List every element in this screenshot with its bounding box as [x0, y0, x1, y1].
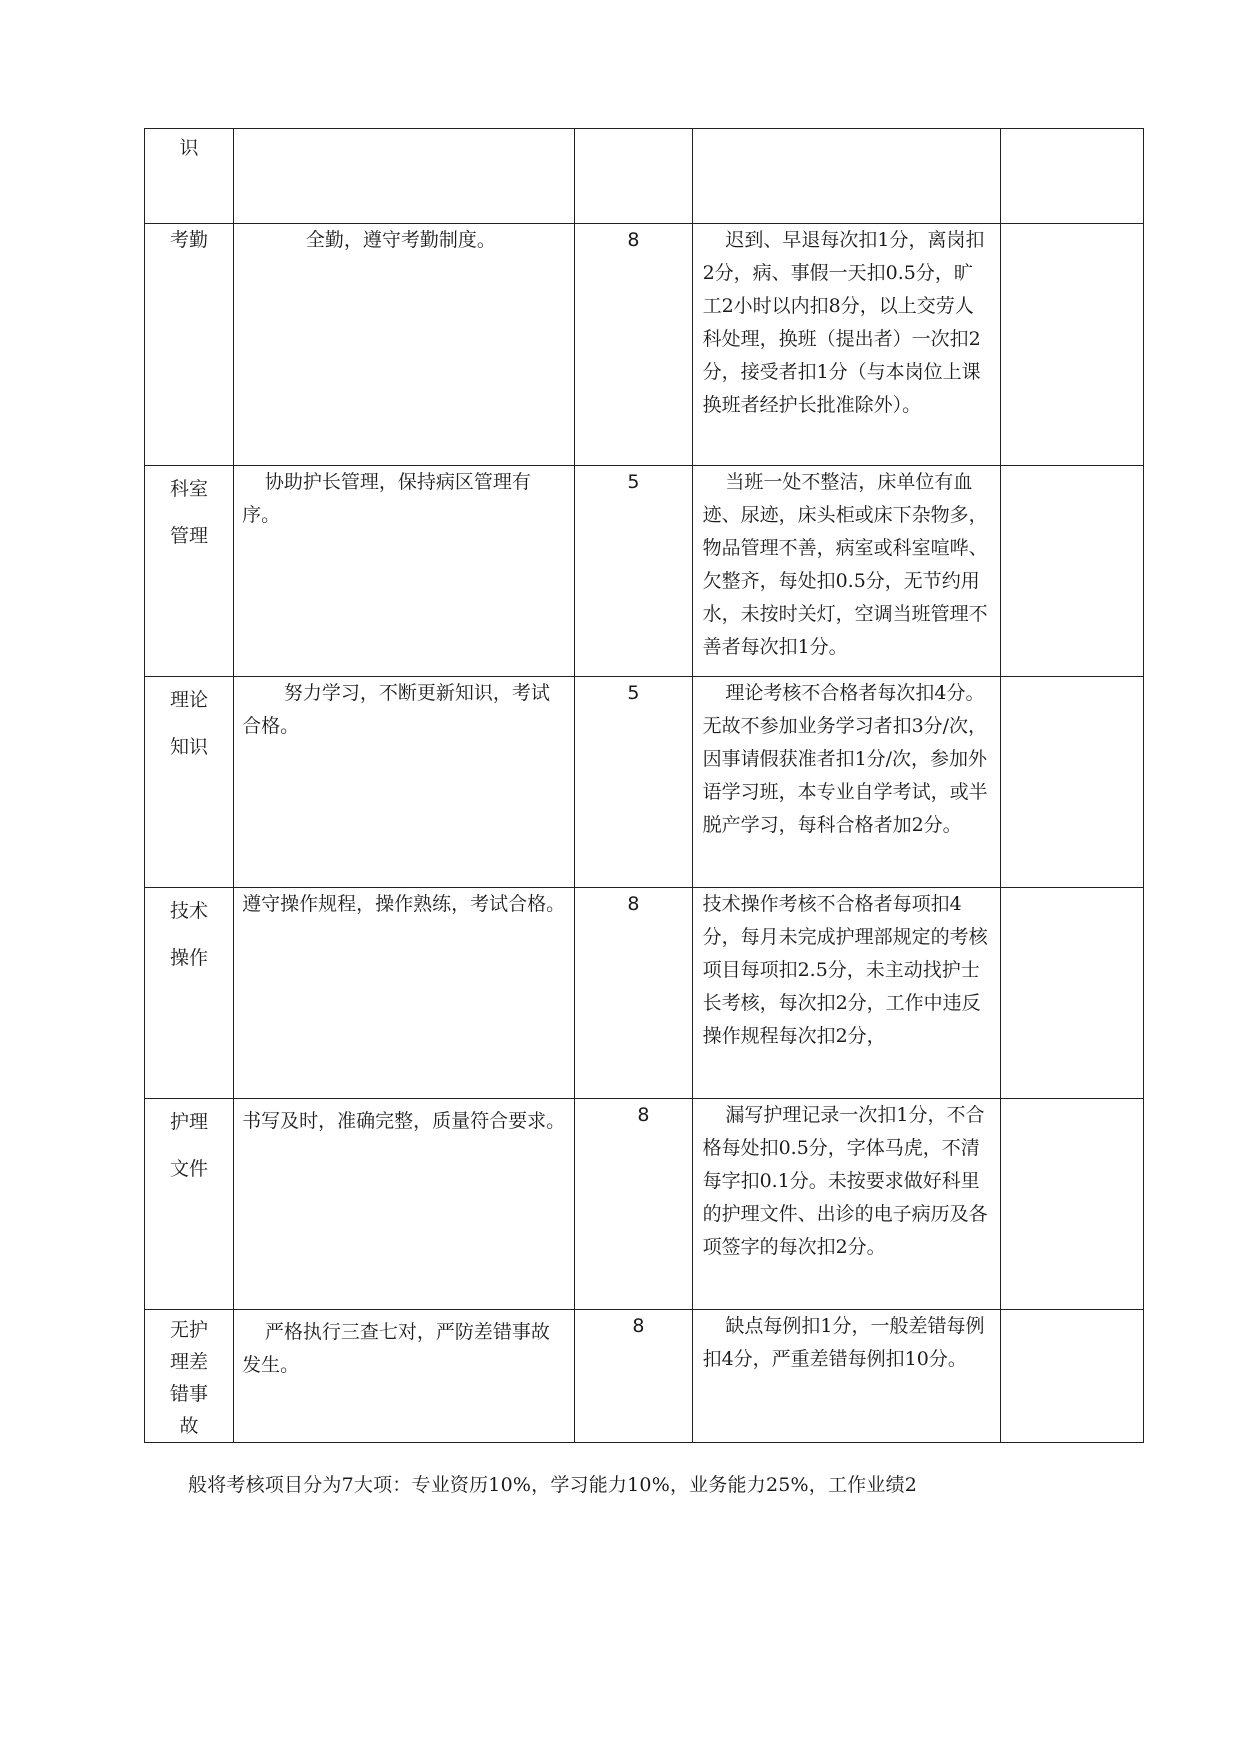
evaluation-table: [144, 128, 1144, 1443]
table-row: [145, 1099, 1144, 1310]
item-name-text: 无护理差错事故: [170, 1319, 209, 1437]
item-rule: 缺点每例扣1分，一般差错每例扣4分，严重差错每例扣10分。: [692, 1310, 1001, 1443]
item-name: [145, 1310, 234, 1443]
item-standard: 严格执行三查七对，严防差错事故发生。: [234, 1310, 575, 1443]
item-name: [145, 677, 234, 888]
item-score: 8: [575, 1310, 692, 1443]
item-standard: 协助护长管理，保持病区管理有序。: [234, 466, 575, 677]
item-name-text: 技术操作: [170, 900, 209, 969]
item-score: [575, 129, 692, 224]
item-actual-score: [1001, 1310, 1144, 1443]
item-rule: 漏写护理记录一次扣1分，不合格每处扣0.5分，字体马虎，不清每字扣0.1分。未按要求做好科里的护理文件、出诊的电子病历及各项签字的每次扣2分。: [692, 1099, 1001, 1310]
item-standard: 书写及时，准确完整，质量符合要求。: [234, 1099, 575, 1310]
item-name: [145, 466, 234, 677]
table-row: [145, 677, 1144, 888]
item-name: [145, 888, 234, 1099]
item-standard: 遵守操作规程，操作熟练，考试合格。: [234, 888, 575, 1099]
table-row: [145, 1310, 1144, 1443]
table-row: [145, 129, 1144, 224]
item-rule: [692, 129, 1001, 224]
item-name-text: 理论知识: [170, 689, 209, 758]
item-actual-score: [1001, 224, 1144, 466]
item-actual-score: [1001, 129, 1144, 224]
table-row: [145, 466, 1144, 677]
item-rule: 技术操作考核不合格者每项扣4分，每月未完成护理部规定的考核项目每项扣2.5分，未主动找护士长考核，每次扣2分，工作中违反操作规程每次扣2分，: [692, 888, 1001, 1099]
item-score: 5: [575, 466, 692, 677]
item-score: 5: [575, 677, 692, 888]
item-name: 识: [145, 129, 234, 224]
item-rule: 迟到、早退每次扣1分，离岗扣2分，病、事假一天扣0.5分，旷工2小时以内扣8分，以上交劳人科处理，换班（提出者）一次扣2分，接受者扣1分（与本岗位上课换班者经护长批准除外）。: [692, 224, 1001, 466]
table-row: [145, 888, 1144, 1099]
item-actual-score: [1001, 1099, 1144, 1310]
item-rule: 理论考核不合格者每次扣4分。无故不参加业务学习者扣3分/次，因事请假获准者扣1分/次，参加外语学习班，本专业自学考试，或半脱产学习，每科合格者加2分。: [692, 677, 1001, 888]
item-actual-score: [1001, 677, 1144, 888]
footer-text: 般将考核项目分为7大项：专业资历10%，学习能力10%，业务能力25%，工作业绩2: [188, 1474, 918, 1496]
item-score: 8: [575, 888, 692, 1099]
item-standard: 努力学习，不断更新知识，考试合格。: [234, 677, 575, 888]
item-actual-score: [1001, 466, 1144, 677]
item-standard: 全勤，遵守考勤制度。: [234, 224, 575, 466]
item-name-text: 科室管理: [170, 478, 209, 547]
item-score: 8: [575, 1099, 692, 1310]
item-actual-score: [1001, 888, 1144, 1099]
item-standard: [234, 129, 575, 224]
item-score: 8: [575, 224, 692, 466]
item-rule: 当班一处不整洁，床单位有血迹、尿迹，床头柜或床下杂物多，物品管理不善，病室或科室喧哗、欠整齐，每处扣0.5分，无节约用水，未按时关灯，空调当班管理不善者每次扣1分。: [692, 466, 1001, 677]
item-name: [145, 1099, 234, 1310]
table-row: [145, 224, 1144, 466]
item-name: 考勤: [145, 224, 234, 466]
item-name-text: 护理文件: [170, 1111, 209, 1180]
